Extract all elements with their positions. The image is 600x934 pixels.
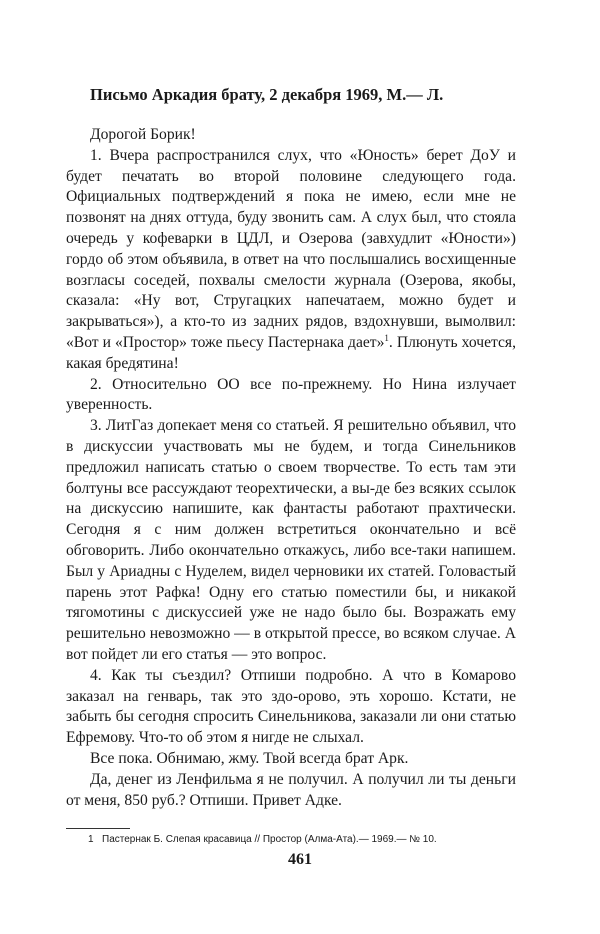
footnote-number: 1 [88,834,94,845]
footnote-divider [66,828,130,829]
page-number: 461 [288,851,312,868]
paragraph-1 [66,146,516,375]
footnote-text: Пастернак Б. Слепая красавица // Простор (Алма-Ата).— 1969.— № 10. [102,834,437,845]
paragraph-postscript: Да, денег из Ленфильма я не получил. А получил ли ты деньги от меня, 850 руб.? Отпиши. Привет Адке. [66,770,516,809]
paragraph-1-text: 1. Вчера распространился слух, что «Юность» берет ДоУ и будет печатать во второй половине следующего года. Официальных подтверждений я пока не имею, если мне не позвонят на днях оттуда, буду звонить сам. А слух был, что стояла очередь у кофеварки в ЦДЛ, и Озерова (завхудлит «Юности») гордо об этом объявила, в ответ на что послышались восхищенные возгласы соседей, похвалы смелости журнала (Озерова, якобы, сказала: «Ну вот, Стругацких напечатаем, можно будет и закрываться»), а кто-то из задних рядов, вздохнувши, вымолвил: «Вот и «Простор» тоже пьесу Пастернака дает» [66,146,516,351]
paragraph-2: 2. Относительно ОО все по-прежнему. Но Нина излучает уверенность. [66,375,516,414]
paragraph-closing: Все пока. Обнимаю, жму. Твой всегда брат Арк. [90,749,409,767]
paragraph-1-tail: . Плюнуть хочется, какая бредятина! [66,333,516,372]
paragraph-4: 4. Как ты съездил? Отпиши подробно. А что в Комарово заказал на генварь, так это здо-орово, эть хорошо. Кстати, не забыть бы сегодня спросить Синельникова, заказали ли они статью Ефремову. Что-то об этом я нигде не слыхал. [66,666,516,747]
footnote [66,833,526,847]
letter-greeting: Дорогой Борик! [90,126,196,143]
footnote-reference: 1 [384,332,389,343]
paragraph-3: 3. ЛитГаз допекает меня со статьей. Я решительно объявил, что в дискуссии участвовать мы не будем, и тогда Синельников предложил написать статью о своем творчестве. То есть там эти болтуны все рассуждают теорехтически, а вы-де без всяких ссылок на дискуссию напишите, как фантасты работают прахтически. Сегодня я с ним должен встретиться окончательно и всё обговорить. Либо окончательно откажусь, либо все-таки напишем. Был у Ариадны с Нуделем, видел черновики их статей. Головастый парень этот Рафка! Одну его статью поместили бы, и никакой тягомотины с дискуссией уже не надо было бы. Возражать ему решительно невозможно — в открытой прессе, во всяком случае. А вот пойдет ли его статья — это вопрос. [66,417,516,663]
letter-title: Письмо Аркадия брату, 2 декабря 1969, М.— Л. [90,85,444,104]
letter-body [66,125,516,811]
